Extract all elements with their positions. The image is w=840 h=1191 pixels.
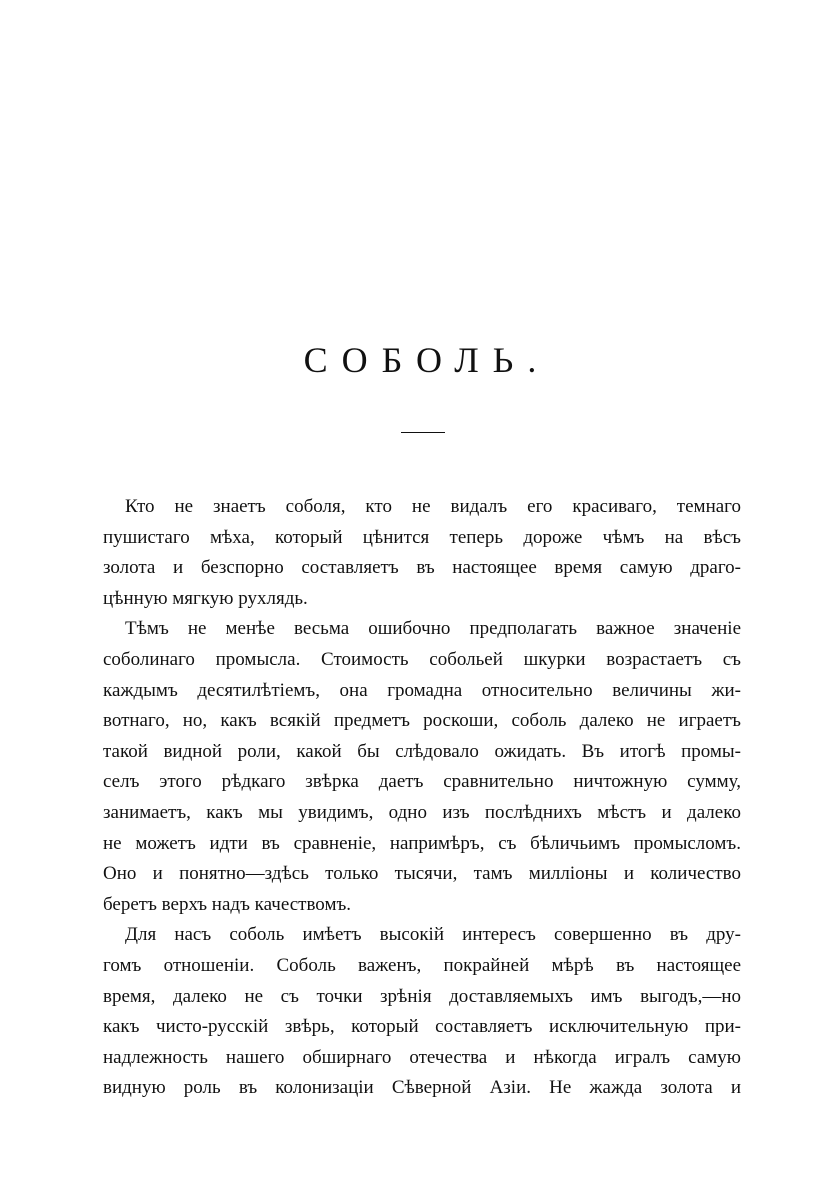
body-text bbox=[103, 492, 741, 1104]
text-line: не можетъ идти въ сравненiе, напримѣръ, съ бѣличьимъ промысломъ. bbox=[103, 832, 741, 854]
text-line: Для насъ соболь имѣетъ высокiй интересъ совершенно въ дру- bbox=[125, 924, 741, 946]
text-line: видную роль въ колонизацiи Сѣверной Азiи. Не жажда золота и bbox=[103, 1077, 741, 1099]
text-line: Оно и понятно—здѣсь только тысячи, тамъ миллiоны и количество bbox=[103, 863, 741, 885]
text-line: каждымъ десятилѣтiемъ, она громадна относительно величины жи- bbox=[103, 679, 741, 701]
text-line: какъ чисто-русскiй звѣрь, который составляетъ исключительную при- bbox=[103, 1016, 741, 1038]
text-line: соболинаго промысла. Стоимость собольей шкурки возрастаетъ съ bbox=[103, 648, 741, 670]
text-line: вотнаго, но, какъ всякiй предметъ роскоши, соболь далеко не играетъ bbox=[103, 710, 741, 732]
text-line: Тѣмъ не менѣе весьма ошибочно предполагать важное значенiе bbox=[125, 618, 741, 640]
text-line: такой видной роли, какой бы слѣдовало ожидать. Въ итогѣ промы- bbox=[103, 740, 741, 762]
text-line: цѣнную мягкую рухлядь. bbox=[103, 587, 308, 609]
text-line: надлежность нашего обширнаго отечества и нѣкогда игралъ самую bbox=[103, 1046, 741, 1068]
text-line: время, далеко не съ точки зрѣнiя доставляемыхъ имъ выгодъ,—но bbox=[103, 985, 741, 1007]
text-line: селъ этого рѣдкаго звѣрка даетъ сравнительно ничтожную сумму, bbox=[103, 771, 741, 793]
text-line: Кто не знаетъ соболя, кто не видалъ его красиваго, темнаго bbox=[125, 496, 741, 517]
text-line: занимаетъ, какъ мы увидимъ, одно изъ послѣднихъ мѣстъ и далеко bbox=[103, 801, 741, 823]
chapter-title: СОБОЛЬ. bbox=[303, 340, 551, 380]
text-line: гомъ отношенiи. Соболь важенъ, покрайней мѣрѣ въ настоящее bbox=[103, 954, 741, 976]
title-divider bbox=[401, 432, 445, 433]
text-line: беретъ верхъ надъ качествомъ. bbox=[103, 893, 352, 915]
text-line: золота и безспорно составляетъ въ настоящее время самую драго- bbox=[103, 557, 741, 579]
text-line: пушистаго мѣха, который цѣнится теперь дороже чѣмъ на вѣсъ bbox=[103, 526, 741, 548]
